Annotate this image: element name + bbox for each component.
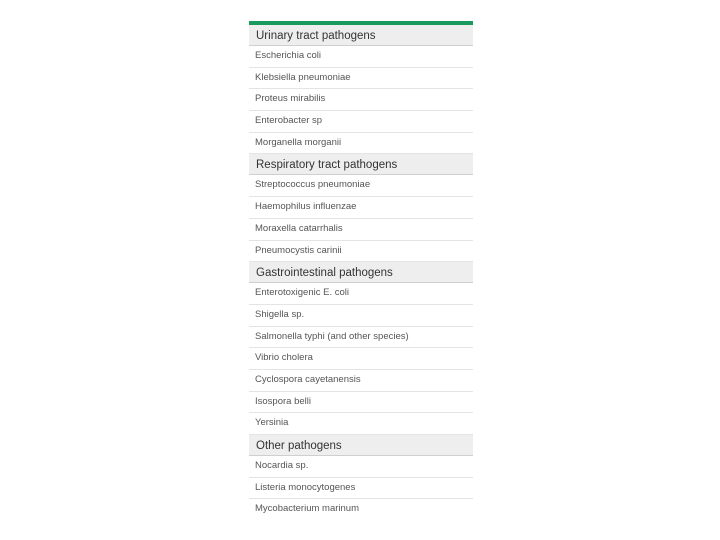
list-item: Klebsiella pneumoniae: [249, 68, 473, 90]
list-item: Isospora belli: [249, 392, 473, 414]
list-item: Shigella sp.: [249, 305, 473, 327]
list-item: Morganella morganii: [249, 133, 473, 155]
section-header-gastrointestinal: Gastrointestinal pathogens: [249, 262, 473, 283]
list-item: Mycobacterium marinum: [255, 503, 359, 515]
list-item: Enterotoxigenic E. coli: [249, 283, 473, 305]
list-item: Haemophilus influenzae: [249, 197, 473, 219]
list-item: Escherichia coli: [249, 46, 473, 68]
list-item: Nocardia sp.: [249, 456, 473, 478]
list-item: Salmonella typhi (and other species): [249, 327, 473, 349]
section-header-urinary: Urinary tract pathogens: [249, 25, 473, 46]
list-item: Moraxella catarrhalis: [249, 219, 473, 241]
list-item: Yersinia: [249, 413, 473, 435]
section-header-respiratory: Respiratory tract pathogens: [249, 154, 473, 175]
list-item: Vibrio cholera: [249, 348, 473, 370]
section-header-other: Other pathogens: [249, 435, 473, 456]
list-item: Listeria monocytogenes: [249, 478, 473, 500]
list-item: Cyclospora cayetanensis: [249, 370, 473, 392]
list-item: Enterobacter sp: [249, 111, 473, 133]
list-item: Pneumocystis carinii: [249, 241, 473, 263]
pathogen-table: [249, 21, 473, 521]
list-item: Streptococcus pneumoniae: [249, 175, 473, 197]
list-item: Proteus mirabilis: [249, 89, 473, 111]
